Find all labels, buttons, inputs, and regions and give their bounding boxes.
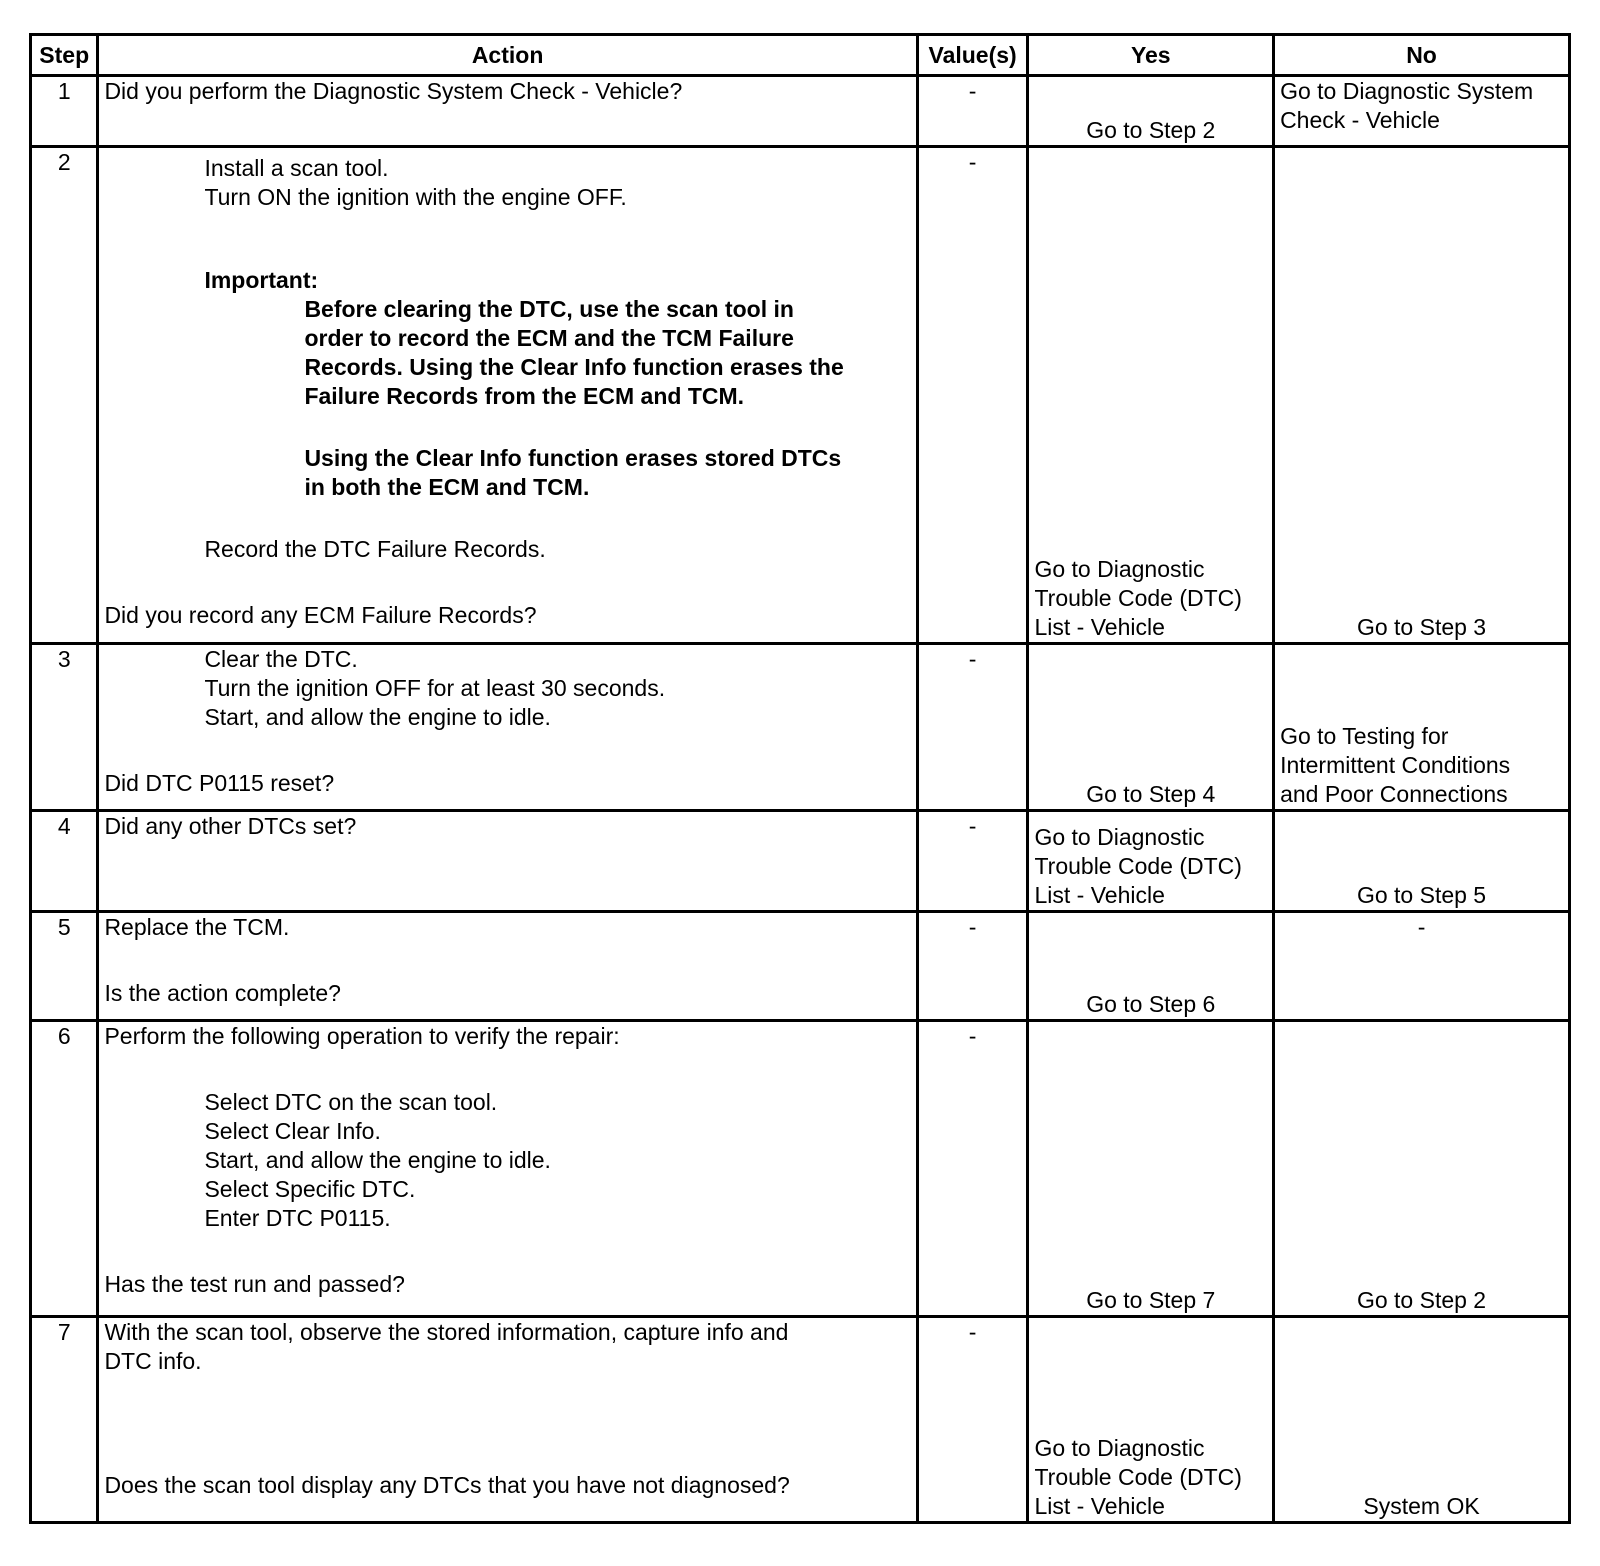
value-cell: -	[917, 1021, 1028, 1317]
header-yes: Yes	[1028, 35, 1274, 76]
no-text: Go to Step 2	[1356, 1287, 1487, 1313]
action-question: Did DTC P0115 reset?	[104, 770, 335, 796]
table-row	[31, 811, 1570, 912]
step-number: 3	[31, 644, 98, 811]
important-note: order to record the ECM and the TCM Failure	[304, 325, 794, 351]
action-step: Select DTC on the scan tool.	[204, 1089, 498, 1115]
table-row	[31, 1317, 1570, 1523]
no-cell	[1274, 644, 1570, 811]
yes-text: Go to Step 2	[1086, 117, 1216, 143]
yes-cell	[1028, 644, 1274, 811]
yes-text: List - Vehicle	[1034, 614, 1165, 640]
yes-text: Go to Diagnostic	[1034, 1435, 1205, 1461]
no-text: Check - Vehicle	[1280, 107, 1440, 133]
yes-cell	[1028, 912, 1274, 1021]
no-text: and Poor Connections	[1280, 781, 1508, 807]
value-cell: -	[917, 1317, 1028, 1523]
yes-text: Trouble Code (DTC)	[1034, 1464, 1242, 1490]
table-row	[31, 147, 1570, 644]
yes-text: List - Vehicle	[1034, 882, 1165, 908]
no-text: Go to Step 3	[1356, 614, 1487, 640]
action-cell	[98, 1317, 917, 1523]
yes-cell	[1028, 1317, 1274, 1523]
no-text: System OK	[1363, 1493, 1480, 1519]
table-row	[31, 1021, 1570, 1317]
action-cell	[98, 147, 917, 644]
step-number: 7	[31, 1317, 98, 1523]
value-cell: -	[917, 76, 1028, 147]
yes-cell	[1028, 76, 1274, 147]
yes-text: Go to Step 4	[1086, 781, 1216, 807]
action-cell	[98, 1021, 917, 1317]
yes-cell	[1028, 147, 1274, 644]
value-cell: -	[917, 147, 1028, 644]
action-cell	[98, 76, 917, 147]
value-cell: -	[917, 912, 1028, 1021]
important-note: Using the Clear Info function erases stored DTCs	[304, 445, 842, 471]
yes-cell	[1028, 811, 1274, 912]
yes-text: Go to Diagnostic	[1034, 556, 1205, 582]
step-number: 4	[31, 811, 98, 912]
yes-text: Go to Diagnostic	[1034, 824, 1205, 850]
yes-cell	[1028, 1021, 1274, 1317]
no-cell	[1274, 76, 1570, 147]
action-step: Start, and allow the engine to idle.	[204, 704, 551, 730]
action-text: Perform the following operation to verify the repair:	[104, 1023, 620, 1049]
step-number: 5	[31, 912, 98, 1021]
action-step: Select Clear Info.	[204, 1118, 381, 1144]
no-text: Go to Testing for	[1280, 723, 1449, 749]
header-no: No	[1274, 35, 1570, 76]
action-question: Does the scan tool display any DTCs that you have not diagnosed?	[104, 1472, 790, 1498]
no-cell: -	[1274, 912, 1570, 1021]
yes-text: Trouble Code (DTC)	[1034, 853, 1242, 879]
action-question: Did you record any ECM Failure Records?	[104, 602, 537, 628]
no-cell	[1274, 1021, 1570, 1317]
no-text: Go to Diagnostic System	[1280, 78, 1534, 104]
yes-text: Trouble Code (DTC)	[1034, 585, 1242, 611]
no-text: Go to Step 5	[1356, 882, 1487, 908]
action-cell	[98, 912, 917, 1021]
important-note: Before clearing the DTC, use the scan tool in	[304, 296, 794, 322]
action-question: Has the test run and passed?	[104, 1271, 405, 1297]
table-row	[31, 76, 1570, 147]
value-cell: -	[917, 644, 1028, 811]
action-step: Turn the ignition OFF for at least 30 seconds.	[204, 675, 666, 701]
action-step: Start, and allow the engine to idle.	[204, 1147, 551, 1173]
step-number: 1	[31, 76, 98, 147]
important-note: in both the ECM and TCM.	[304, 474, 590, 500]
action-step: Install a scan tool.	[204, 155, 389, 181]
action-step: Select Specific DTC.	[204, 1176, 416, 1202]
header-step: Step	[31, 35, 98, 76]
action-text: DTC info.	[104, 1348, 202, 1374]
no-text: Intermittent Conditions	[1280, 752, 1511, 778]
header-values: Value(s)	[917, 35, 1028, 76]
action-step: Turn ON the ignition with the engine OFF.	[204, 184, 627, 210]
action-cell	[98, 644, 917, 811]
action-step: Clear the DTC.	[204, 646, 358, 672]
value-cell: -	[917, 811, 1028, 912]
yes-text: List - Vehicle	[1034, 1493, 1165, 1519]
action-text: Replace the TCM.	[104, 914, 290, 940]
table-row	[31, 644, 1570, 811]
header-action: Action	[98, 35, 917, 76]
no-cell	[1274, 1317, 1570, 1523]
step-number: 2	[31, 147, 98, 644]
important-note: Records. Using the Clear Info function erases the	[304, 354, 844, 380]
step-number: 6	[31, 1021, 98, 1317]
important-note: Failure Records from the ECM and TCM.	[304, 383, 745, 409]
no-cell	[1274, 147, 1570, 644]
header-row	[31, 35, 1570, 76]
action-step: Record the DTC Failure Records.	[204, 536, 546, 562]
diagnostic-table	[29, 33, 1571, 1524]
yes-text: Go to Step 7	[1086, 1287, 1216, 1313]
action-cell	[98, 811, 917, 912]
yes-text: Go to Step 6	[1086, 991, 1216, 1017]
no-cell	[1274, 811, 1570, 912]
action-step: Enter DTC P0115.	[204, 1205, 391, 1231]
action-question: Is the action complete?	[104, 980, 341, 1006]
action-text: Did any other DTCs set?	[104, 813, 357, 839]
important-label: Important:	[204, 267, 319, 293]
action-text: With the scan tool, observe the stored information, capture info and	[104, 1319, 789, 1345]
action-text: Did you perform the Diagnostic System Check - Vehicle?	[104, 78, 683, 104]
table-row	[31, 912, 1570, 1021]
